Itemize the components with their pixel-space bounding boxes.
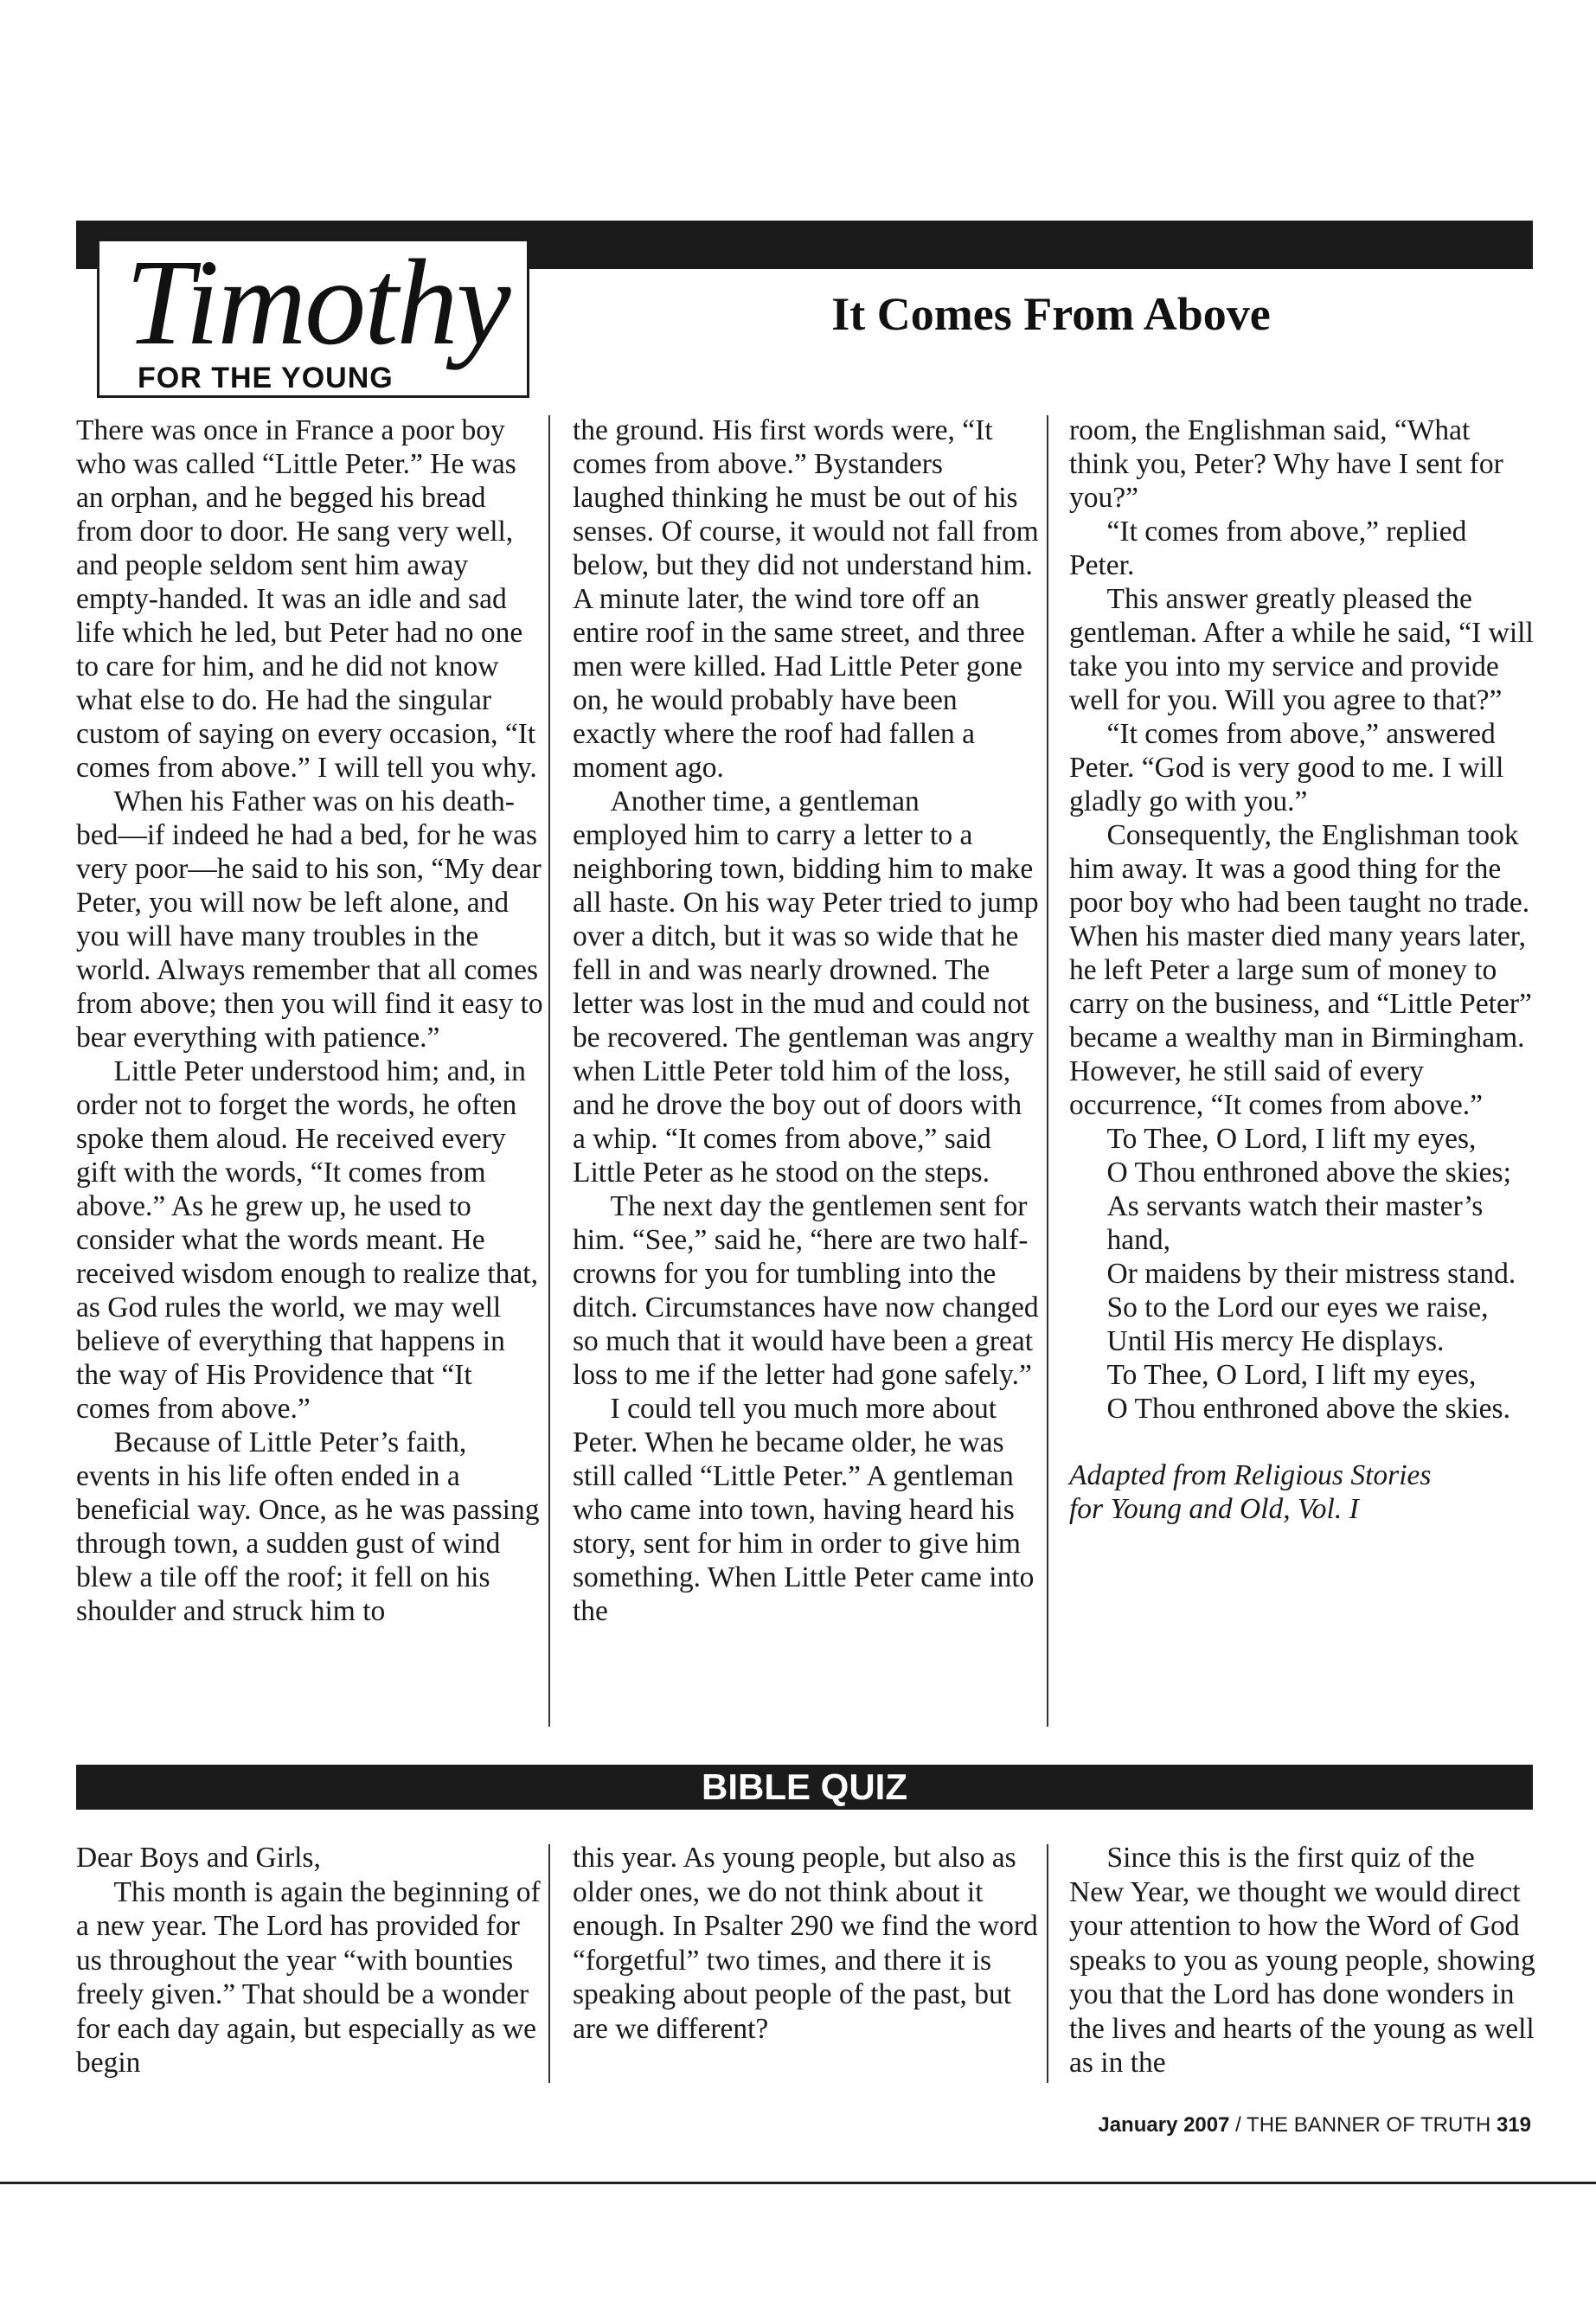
story-column-3 (1069, 413, 1536, 1526)
footer-separator: / (1235, 2113, 1241, 2137)
story-column-2 (573, 413, 1040, 1628)
source-credit-line-2: for Young and Old, Vol. I (1069, 1493, 1359, 1525)
logo-title: Timothy (125, 234, 510, 370)
quiz-greeting: Dear Boys and Girls, (76, 1842, 321, 1874)
verse-line: Until His mercy He displays. (1106, 1325, 1445, 1357)
quiz-column-1 (76, 1841, 543, 2080)
psalm-verse (1069, 1122, 1536, 1426)
verse-line: So to the Lord our eyes we raise, (1106, 1292, 1489, 1324)
quiz-paragraph: This month is again the beginning of a new year. The Lord has provided for us throughout the year “with bounties freely given.” That should be a wonder for each day again, but especially as we begin (76, 1875, 541, 2079)
story-column-1 (76, 413, 543, 1628)
story-paragraph: When his Father was on his death-bed—if indeed he had a bed, for he was very poor—he said to his son, “My dear Peter, you will now be left alone, and you will have many troubles in the world. Always remember that all comes from above; then you will find it easy to bear everything with patience.” (76, 785, 543, 1054)
quiz-paragraph: this year. As young people, but also as older ones, we do not think about it enough. In Psalter 290 we find the word “forgetful” two times, and there it is speaking about people of the past, but are we different? (573, 1842, 1038, 2045)
story-headline: It Comes From Above (831, 288, 1271, 340)
column-divider (1047, 415, 1048, 1727)
story-paragraph: The next day the gentlemen sent for him. “See,” said he, “here are two half-crowns for you for tumbling into the ditch. Circumstances have now changed so much that it would have been a great loss to me if the letter had gone safely.” (573, 1190, 1039, 1391)
source-credit-line-1: Adapted from Religious Stories (1069, 1459, 1432, 1491)
timothy-logo (97, 234, 529, 398)
story-paragraph: Because of Little Peter’s faith, events in his life often ended in a beneficial way. Once, as he was passing through town, a sudden gust of wind blew a tile off the roof; it fell on his shoulder and struck him to (76, 1426, 540, 1627)
issue-date: January 2007 (1098, 2113, 1230, 2137)
story-paragraph: “It comes from above,” replied Peter. (1069, 516, 1467, 581)
page-footer (952, 2112, 1531, 2138)
story-paragraph: I could tell you much more about Peter. When he became older, he was still called “Little Peter.” A gentleman who came into town, having heard his story, sent for him in order to give him something. When Little Peter came into the (573, 1393, 1035, 1627)
column-divider (548, 1844, 550, 2083)
story-paragraph: Little Peter understood him; and, in order not to forget the words, he often spoke them aloud. He received every gift with the words, “It comes from above.” As he grew up, he used to consider what the words meant. He received wisdom enough to realize that, as God rules the world, we may well believe of everything that happens in the way of His Providence that “It comes from above.” (76, 1055, 538, 1425)
verse-line: To Thee, O Lord, I lift my eyes, (1106, 1123, 1477, 1155)
verse-line: As servants watch their master’s hand, (1106, 1190, 1484, 1256)
story-paragraph: This answer greatly pleased the gentleman. After a while he said, “I will take you into my service and provide well for you. Will you agree to that?” (1069, 583, 1534, 716)
quiz-paragraph: Since this is the first quiz of the New Year, we thought we would direct your attention to how the Word of God speaks to you as young people, showing you that the Lord has done wonders in the lives and hearts of the young as well as in the (1069, 1842, 1535, 2079)
story-paragraph: There was once in France a poor boy who was called “Little Peter.” He was an orphan, and he begged his bread from door to door. He sang very well, and people seldom sent him away empty-handed. It was an idle and sad life which he led, but Peter had no one to care for him, and he did not know what else to do. He had the singular custom of saying on every occasion, “It comes from above.” I will tell you why. (76, 414, 537, 784)
verse-line: To Thee, O Lord, I lift my eyes, (1106, 1359, 1477, 1391)
story-paragraph: the ground. His first words were, “It comes from above.” Bystanders laughed thinking he must be out of his senses. Of course, it would not fall from below, but they did not understand him. A minute later, the wind tore off an entire roof in the same street, and three men were killed. Had Little Peter gone on, he would probably have been exactly where the roof had fallen a moment ago. (573, 414, 1039, 784)
page-number: 319 (1496, 2113, 1531, 2137)
column-divider (548, 415, 550, 1727)
verse-line: O Thou enthroned above the skies. (1106, 1393, 1510, 1425)
quiz-title: BIBLE QUIZ (702, 1766, 907, 1807)
source-credit (1069, 1458, 1536, 1526)
quiz-column-2 (573, 1841, 1040, 2046)
publication-name: THE BANNER OF TRUTH (1247, 2113, 1491, 2137)
verse-line: O Thou enthroned above the skies; (1106, 1157, 1511, 1189)
story-paragraph: “It comes from above,” answered Peter. “God is very good to me. I will gladly go with you.” (1069, 718, 1504, 817)
story-paragraph: Another time, a gentleman employed him to carry a letter to a neighboring town, bidding him to make all haste. On his way Peter tried to jump over a ditch, but it was so wide that he fell in and was nearly drowned. The letter was lost in the mud and could not be recovered. The gentleman was angry when Little Peter told him of the loss, and he drove the boy out of doors with a whip. “It comes from above,” said Little Peter as he stood on the steps. (573, 785, 1039, 1189)
column-divider (1047, 1844, 1048, 2083)
story-paragraph: room, the Englishman said, “What think you, Peter? Why have I sent for you?” (1069, 414, 1503, 514)
quiz-column-3 (1069, 1841, 1536, 2080)
logo-subtitle: FOR THE YOUNG (138, 362, 394, 394)
verse-line: Or maidens by their mistress stand. (1106, 1258, 1516, 1290)
scan-edge-line (0, 2182, 1596, 2184)
story-paragraph: Consequently, the Englishman took him away. It was a good thing for the poor boy who had been taught no trade. When his master died many years later, he left Peter a large sum of money to carry on the business, and “Little Peter” became a wealthy man in Birmingham. However, he still said of every occurrence, “It comes from above.” (1069, 819, 1532, 1121)
